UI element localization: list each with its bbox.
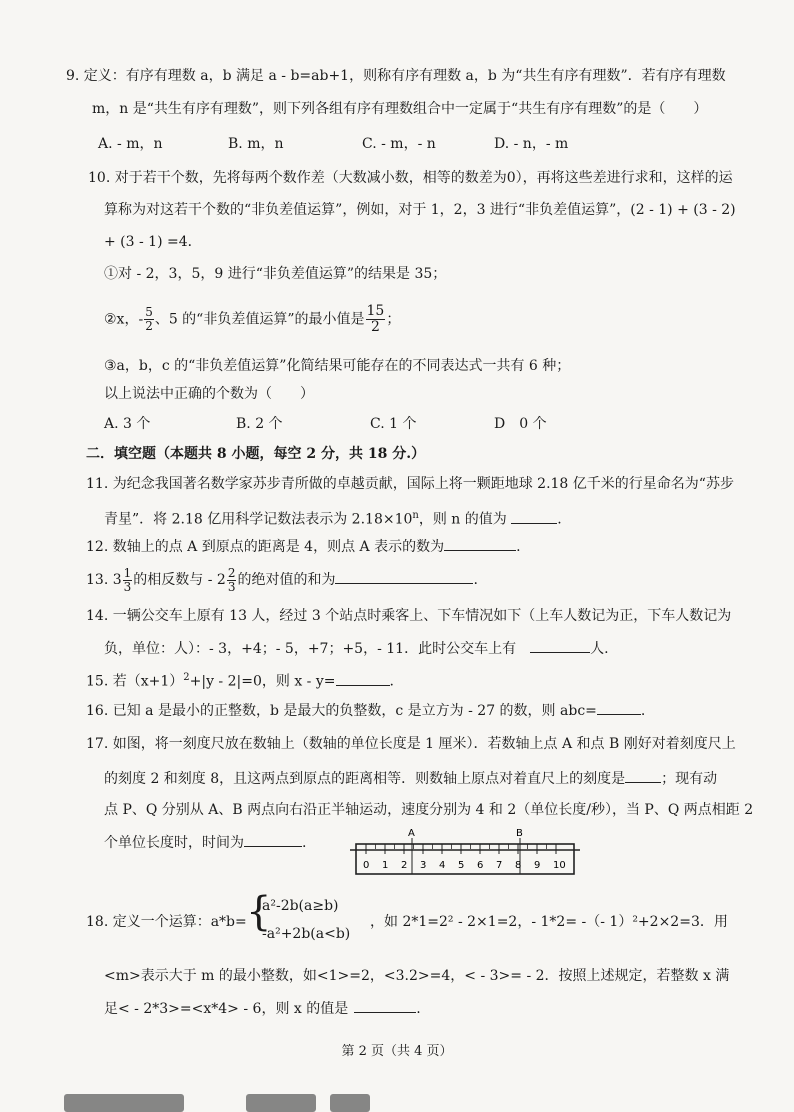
q10-s2-pre: ②x，- [104, 311, 144, 328]
q11-answer-blank[interactable] [511, 509, 557, 524]
ruler-tick-label: 8 [515, 860, 522, 871]
q12-answer-blank[interactable] [444, 536, 516, 551]
q9-line1: 9. 定义：有序有理数 a，b 满足 a - b=ab+1，则称有序有理数 a，b 为“共生有序有理数”．若有序有理数 [66, 68, 726, 84]
ruler-tick-label: 1 [382, 860, 389, 871]
q17-line2: 的刻度 2 和刻度 8，且这两点到原点的距离相等．则数轴上原点对着直尺上的刻度是 ；现有动 [104, 768, 717, 789]
q15-line: 15. 若$(x+1)^2+|y - 2|=0$，则 x - y= . [86, 672, 394, 690]
q9-option-a: A. - m，n [98, 136, 163, 152]
q17-line4: 个单位长度时，时间为 . [104, 832, 306, 853]
q16-line: 16. 已知 a 是最小的正整数，b 是最大的负整数，c 是立方为 - 27 的数，则 abc= . [86, 700, 645, 721]
q16-answer-blank[interactable] [597, 700, 641, 715]
q9-option-d: D. - n，- m [494, 136, 569, 152]
q10-s2-mid: 、5 的“非负差值运算”的最小值是 [154, 311, 365, 328]
ruler-tick-label: 6 [477, 860, 484, 871]
q17-line1: 17. 如图，将一刻度尺放在数轴上（数轴的单位长度是 1 厘米）．若数轴上点 A 和点 B 刚好对着刻度尺上 [86, 736, 736, 752]
q18-answer-blank[interactable] [354, 998, 416, 1013]
q18-def-prefix: 18. 定义一个运算：a*b= [86, 914, 247, 930]
ruler-figure [350, 826, 580, 882]
point-b-label: B [516, 828, 523, 839]
q18-case-2: -a²+2b(a<b) [262, 926, 351, 942]
q14-line1: 14. 一辆公交车上原有 13 人，经过 3 个站点时乘客上、下车情况如下（上车人数记为正，下车人数记为 [86, 608, 732, 624]
q10-option-b: B. 2 个 [236, 416, 283, 432]
q18-brace: { [246, 889, 272, 935]
q10-option-c: C. 1 个 [370, 416, 417, 432]
q10-s2-fraction: $\frac{5}{2}$ [145, 305, 153, 333]
q13-fraction-2: $\frac{2}{3}$ [227, 565, 236, 594]
q9-option-b: B. m，n [228, 136, 284, 152]
q17-line3: 点 P、Q 分别从 A、B 两点向右沿正半轴运动，速度分别为 4 和 2（单位长度/秒），当 P、Q 两点相距 2 [104, 802, 754, 818]
q14-line2: 负，单位：人）：- 3，+4；- 5，+7；+5，- 11．此时公交车上有 人. [104, 638, 609, 659]
point-a-label: A [408, 828, 415, 839]
q17-answer-blank-2[interactable] [244, 832, 302, 847]
ruler-tick-label: 4 [439, 860, 446, 871]
q10-question: 以上说法中正确的个数为（ ） [104, 386, 314, 402]
q15-answer-blank[interactable] [336, 671, 390, 686]
q10-s2-answer-fraction: $\frac{15}{2}$ [366, 303, 385, 335]
q9-line2: m，n 是“共生有序有理数”，则下列各组有序有理数组合中一定属于“共生有序有理数”的是（ ） [92, 101, 708, 117]
q18-example: ，如 2*1=2² - 2×1=2，- 1*2= -（- 1）²+2×2=3．用 [370, 914, 728, 930]
q18-line3: 足< - 2*3>=<x*4> - 6，则 x 的值是 . [104, 998, 421, 1019]
q13-line: 13. 3 $\frac{1}{3}$ 的相反数与 - 2 $\frac{2}{3}$ 的绝对值的和为 . [86, 565, 478, 594]
q11-line2: 青星”．将 2.18 亿用科学记数法表示为 $2.18\times 10^n$，则 n 的值为 . [104, 510, 562, 528]
q10-statement-2 [104, 304, 400, 335]
scan-smudge [330, 1094, 370, 1112]
scan-smudge [64, 1094, 184, 1112]
ruler-tick-label: 7 [496, 860, 503, 871]
q17-answer-blank-1[interactable] [625, 768, 661, 783]
q18-line2: <m>表示大于 m 的最小整数，如<1>=2，<3.2>=4，< - 3>= - 2．按照上述规定，若整数 x 满 [104, 968, 730, 984]
q18-case-1: a²-2b(a≥b) [262, 898, 339, 914]
ruler-tick-label: 9 [534, 860, 541, 871]
ruler-tick-label: 5 [458, 860, 465, 871]
q11-line1: 11. 为纪念我国著名数学家苏步青所做的卓越贡献，国际上将一颗距地球 2.18 亿千米的行星命名为“苏步 [86, 476, 734, 492]
section-fill-in-heading: 二．填空题（本题共 8 小题，每空 2 分，共 18 分.） [86, 446, 426, 462]
q12-line: 12. 数轴上的点 A 到原点的距离是 4，则点 A 表示的数为 . [86, 536, 521, 557]
q10-statement-1: ①对 - 2，3，5，9 进行“非负差值运算”的结果是 35； [104, 266, 447, 282]
q13-fraction-1: $\frac{1}{3}$ [123, 565, 132, 594]
q10-option-d: D 0 个 [494, 416, 547, 432]
q13-answer-blank[interactable] [335, 569, 473, 584]
q10-line1: 10. 对于若干个数，先将每两个数作差（大数减小数，相等的数差为0），再将这些差进行求和，这样的运 [88, 170, 733, 186]
ruler-tick-label: 0 [363, 860, 370, 871]
ruler-tick-label: 10 [553, 860, 566, 871]
page-number: 第 2 页（共 4 页） [341, 1044, 453, 1059]
q10-line3: + (3 - 1) =4． [104, 234, 202, 250]
q9-option-c: C. - m，- n [362, 136, 436, 152]
ruler-diagram [350, 826, 580, 882]
ruler-tick-label: 3 [420, 860, 427, 871]
q10-line2: 算称为对这若干个数的“非负差值运算”，例如，对于 1，2，3 进行“非负差值运算”，(2 - 1) + (3 - 2) [104, 202, 736, 218]
q10-statement-3: ③a，b，c 的“非负差值运算”化简结果可能存在的不同表达式一共有 6 种； [104, 358, 571, 374]
ruler-body [356, 844, 574, 874]
scan-smudge [246, 1094, 316, 1112]
q10-s2-post: ； [386, 311, 401, 328]
q10-option-a: A. 3 个 [104, 416, 151, 432]
ruler-tick-label: 2 [401, 860, 408, 871]
q14-answer-blank[interactable] [530, 638, 590, 653]
